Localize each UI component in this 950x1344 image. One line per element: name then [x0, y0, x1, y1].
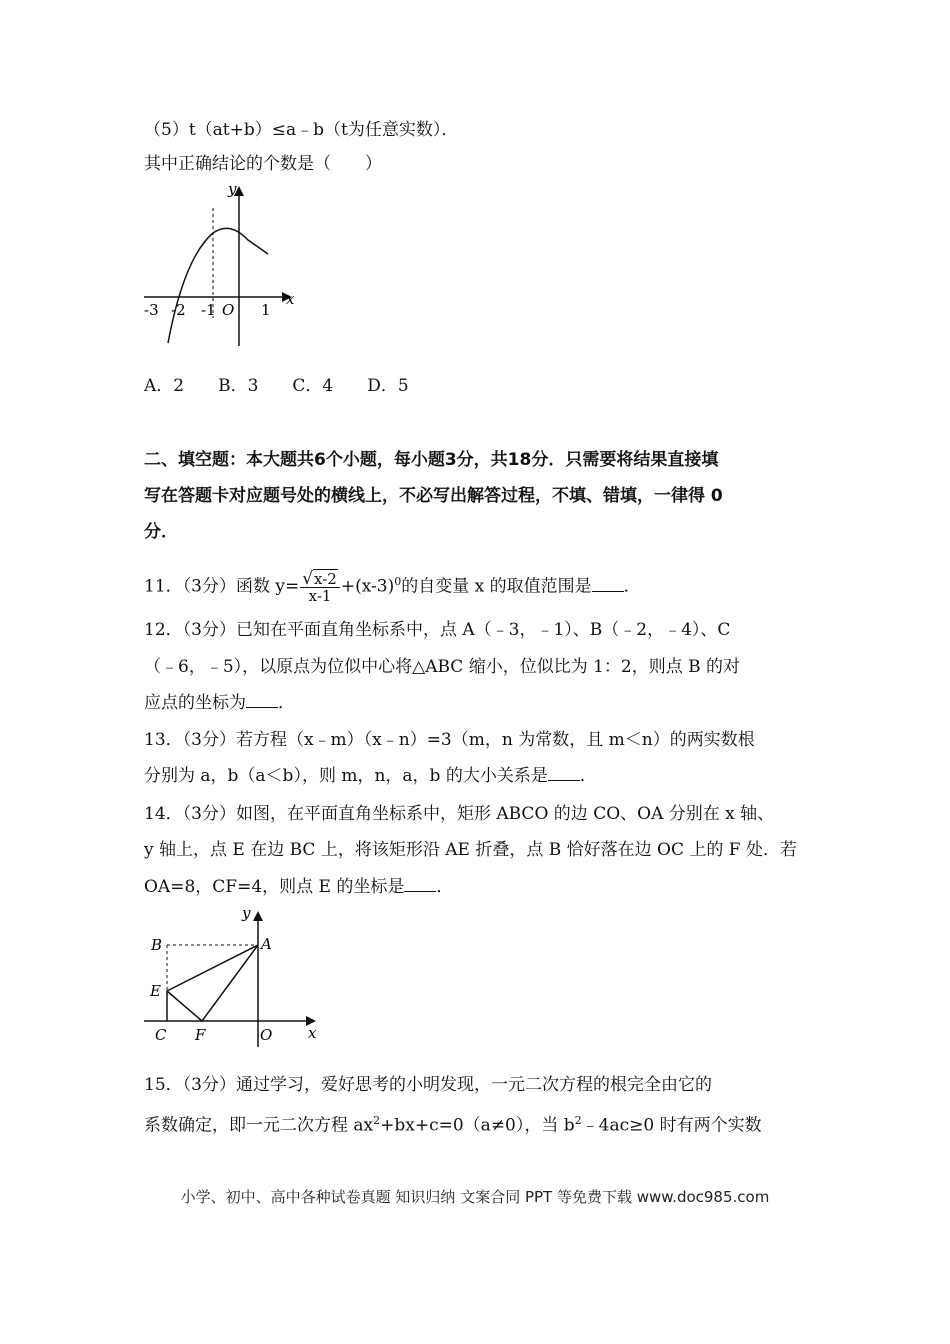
q11-end: ．: [623, 576, 641, 597]
graph2-label-b: B: [151, 936, 163, 954]
section-2-heading: 写在答题卡对应题号处的横线上，不必写出解答过程，不填、错填，一律得 0: [144, 486, 723, 506]
rectangle-fold-graph: [140, 902, 330, 1047]
graph1-origin: O: [222, 301, 235, 319]
question-12: 12．（3分）已知在平面直角坐标系中，点 A（﹣3，﹣1）、B（﹣2，﹣4）、C: [144, 620, 731, 640]
graph2-label-o: O: [260, 1026, 273, 1044]
q14-line3: OA=8，CF=4，则点 E 的坐标是: [144, 877, 405, 897]
graph1-axis-y: y: [228, 180, 237, 198]
answer-blank: [548, 766, 580, 781]
q11-prefix: 11．（3分）函数 y=: [144, 576, 300, 597]
question-13: [144, 764, 597, 788]
q10-stem: 其中正确结论的个数是（ ）: [144, 154, 382, 174]
q11-plus: +(x-3): [340, 576, 395, 597]
parabola-graph: [140, 178, 310, 353]
section-2-heading: 二、填空题：本大题共6个小题，每小题3分，共18分．只需要将结果直接填: [144, 450, 719, 470]
answer-blank: [246, 693, 278, 708]
graph1-tick: -3: [144, 301, 159, 319]
answer-blank: [592, 577, 624, 592]
page-footer: 小学、初中、高中各种试卷真题 知识归纳 文案合同 PPT 等免费下载 www.doc985.com: [180, 1188, 770, 1206]
q10-item-5: （5）t（at+b）≤a﹣b（t为任意实数）．: [144, 120, 459, 140]
q15-sup1: 2: [373, 1114, 381, 1127]
question-15: 15．（3分）通过学习，爱好思考的小明发现，一元二次方程的根完全由它的: [144, 1075, 712, 1095]
graph1-tick: -1: [201, 301, 216, 319]
graph2-label-x: x: [308, 1024, 317, 1042]
q10-options: A．2 B．3 C．4 D．5: [144, 376, 409, 396]
q14-end: ．: [436, 877, 454, 897]
q11-denominator: x-1: [308, 586, 332, 605]
question-12: [144, 691, 295, 715]
graph2-label-f: F: [195, 1026, 206, 1044]
graph2-label-e: E: [150, 982, 161, 1000]
question-14: [144, 875, 453, 899]
graph1-axis-x: x: [286, 290, 295, 308]
q15-line2-c: ﹣4ac≥0 时有两个实数: [581, 1115, 762, 1136]
question-14: 14．（3分）如图，在平面直角坐标系中，矩形 ABCO 的边 CO、OA 分别在 x 轴、: [144, 804, 775, 824]
q11-fraction: $\frac{√x-2}{x-1}$: [300, 571, 340, 604]
section-2-heading: 分．: [144, 522, 178, 542]
graph2-label-y: y: [242, 904, 251, 922]
answer-blank: [404, 877, 436, 892]
question-14: y 轴上，点 E 在边 BC 上，将该矩形沿 AE 折叠，点 B 恰好落在边 OC 上的 F 处．若: [144, 840, 797, 860]
q15-sup2: 2: [574, 1114, 582, 1127]
graph2-label-c: C: [155, 1026, 167, 1044]
question-13: 13．（3分）若方程（x﹣m）（x﹣n）=3（m，n 为常数，且 m＜n）的两实数根: [144, 730, 755, 750]
q11-suffix: 的自变量 x 的取值范围是: [401, 576, 592, 597]
graph2-label-a: A: [261, 935, 272, 953]
q12-end: ．: [278, 693, 295, 713]
question-11: [144, 564, 641, 605]
q15-line2-b: +bx+c=0（a≠0），当 b: [380, 1115, 575, 1136]
q13-line2: 分别为 a，b（a＜b），则 m，n，a，b 的大小关系是: [144, 766, 548, 786]
q11-numerator: x-2: [314, 569, 337, 588]
q11-power: 0: [394, 575, 402, 588]
q13-end: ．: [579, 766, 597, 786]
q15-line2-a: 系数确定，即一元二次方程 ax: [144, 1115, 374, 1136]
graph1-tick: -2: [171, 301, 186, 319]
q12-line3: 应点的坐标为: [144, 693, 246, 713]
question-12: （﹣6，﹣5），以原点为位似中心将△ABC 缩小，位似比为 1：2，则点 B 的对: [144, 657, 741, 677]
graph1-tick: 1: [261, 301, 271, 319]
question-15: [144, 1109, 762, 1138]
